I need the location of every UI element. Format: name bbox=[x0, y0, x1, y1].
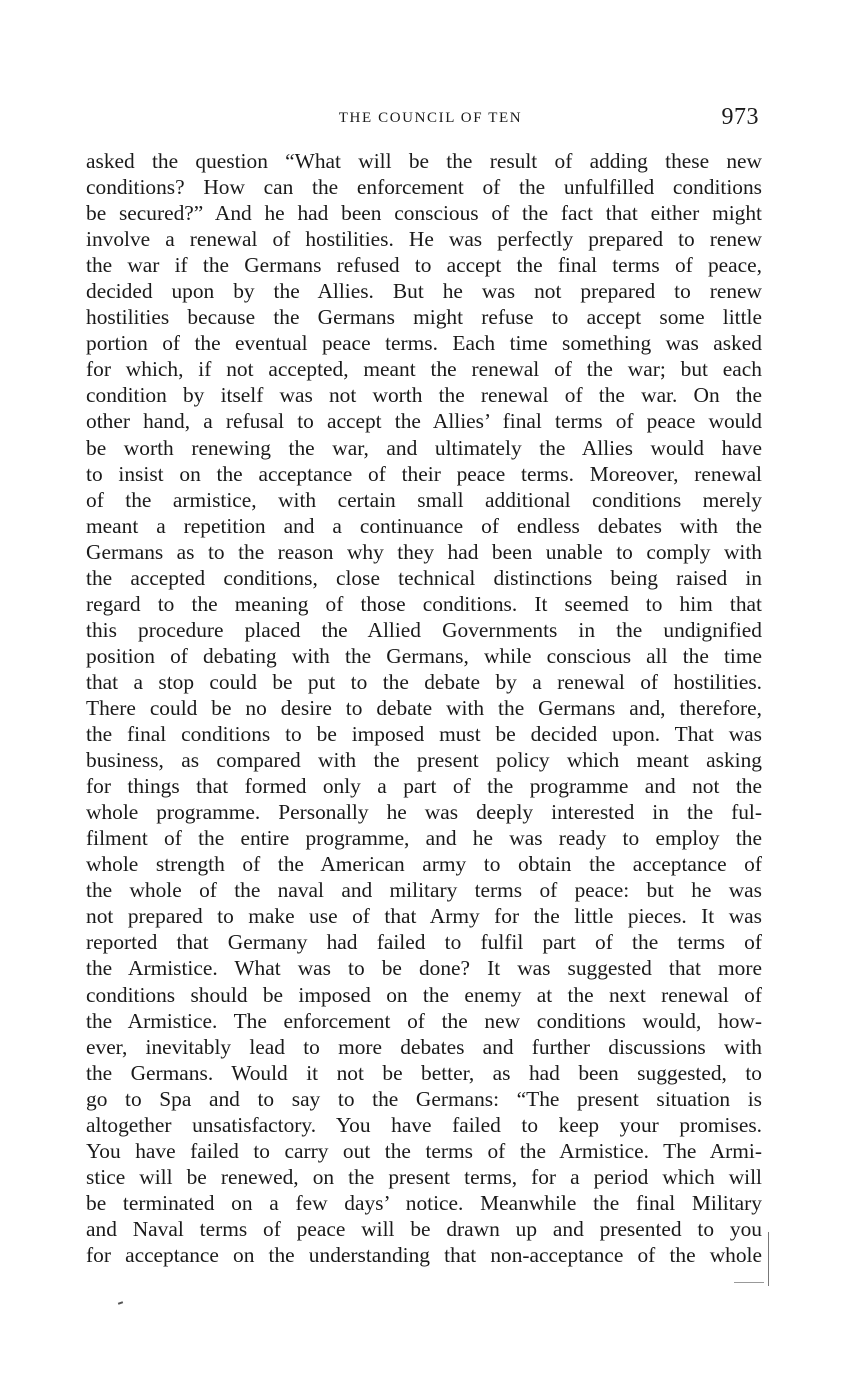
text-line: meant a repetition and a continuance of endless debates with the bbox=[86, 513, 762, 538]
text-line: be worth renewing the war, and ultimately the Allies would have bbox=[86, 435, 762, 460]
text-line: the Germans. Would it not be better, as had been suggested, to bbox=[86, 1060, 762, 1085]
text-line: stice will be renewed, on the present terms, for a period which will bbox=[86, 1164, 762, 1189]
text-line: asked the question “What will be the result of adding these new bbox=[86, 149, 762, 173]
text-line: filment of the entire programme, and he was ready to employ the bbox=[86, 826, 762, 851]
text-line: of the armistice, with certain small additional conditions merely bbox=[86, 487, 762, 512]
text-line: reported that Germany had failed to fulfil part of the terms of bbox=[86, 930, 762, 955]
text-line: the accepted conditions, close technical distinctions being raised in bbox=[86, 565, 762, 590]
text-line: for acceptance on the understanding that non-acceptance of the whole bbox=[86, 1242, 762, 1267]
text-line: that a stop could be put to the debate by a renewal of hostilities. bbox=[86, 669, 762, 694]
text-line: altogether unsatisfactory. You have failed to keep your promises. bbox=[86, 1112, 762, 1137]
text-line: conditions should be imposed on the enemy at the next renewal of bbox=[86, 982, 762, 1007]
text-line: for things that formed only a part of the programme and not the bbox=[86, 774, 762, 799]
page-number: 973 bbox=[721, 104, 759, 130]
text-line: condition by itself was not worth the renewal of the war. On the bbox=[86, 383, 762, 408]
scan-bracket-mark bbox=[760, 1232, 769, 1286]
text-line: whole strength of the American army to obtain the acceptance of bbox=[86, 852, 762, 877]
text-line: the Armistice. What was to be done? It was suggested that more bbox=[86, 956, 762, 981]
text-line: other hand, a refusal to accept the Allies’ final terms of peace would bbox=[86, 409, 762, 434]
text-line: for which, if not accepted, meant the renewal of the war; but each bbox=[86, 357, 762, 382]
text-line: be secured?” And he had been conscious of the fact that either might bbox=[86, 201, 762, 226]
text-line: the final conditions to be imposed must be decided upon. That was bbox=[86, 722, 762, 747]
text-line: conditions? How can the enforcement of the unfulfilled conditions bbox=[86, 175, 762, 200]
text-line: portion of the eventual peace terms. Each time something was asked bbox=[86, 331, 762, 356]
text-line: be terminated on a few days’ notice. Meanwhile the final Military bbox=[86, 1190, 762, 1215]
scan-speck-mark bbox=[118, 1301, 123, 1305]
text-line: this procedure placed the Allied Governments in the undignified bbox=[86, 617, 762, 642]
text-line: decided upon by the Allies. But he was not prepared to renew bbox=[86, 279, 762, 304]
running-head bbox=[0, 104, 861, 134]
text-line: Germans as to the reason why they had been unable to comply with bbox=[86, 539, 762, 564]
text-line: the war if the Germans refused to accept the final terms of peace, bbox=[86, 253, 762, 278]
scan-underline-mark bbox=[734, 1282, 764, 1283]
text-line: go to Spa and to say to the Germans: “The present situation is bbox=[86, 1086, 762, 1111]
text-line: not prepared to make use of that Army for the little pieces. It was bbox=[86, 904, 762, 929]
text-line: and Naval terms of peace will be drawn up and presented to you bbox=[86, 1216, 762, 1241]
text-line: involve a renewal of hostilities. He was perfectly prepared to renew bbox=[86, 227, 762, 252]
text-line: whole programme. Personally he was deeply interested in the ful- bbox=[86, 800, 762, 825]
text-line: position of debating with the Germans, while conscious all the time bbox=[86, 643, 762, 668]
text-line: the Armistice. The enforcement of the new conditions would, how- bbox=[86, 1008, 762, 1033]
text-line: You have failed to carry out the terms of the Armistice. The Armi- bbox=[86, 1138, 762, 1163]
text-line: business, as compared with the present policy which meant asking bbox=[86, 748, 762, 773]
text-line: There could be no desire to debate with the Germans and, therefore, bbox=[86, 695, 762, 720]
text-line: regard to the meaning of those conditions. It seemed to him that bbox=[86, 591, 762, 616]
text-line: to insist on the acceptance of their peace terms. Moreover, renewal bbox=[86, 461, 762, 486]
text-line: the whole of the naval and military terms of peace: but he was bbox=[86, 878, 762, 903]
text-line: ever, inevitably lead to more debates and further discussions with bbox=[86, 1034, 762, 1059]
text-line: hostilities because the Germans might refuse to accept some little bbox=[86, 305, 762, 330]
body-text bbox=[86, 148, 762, 1268]
section-title: THE COUNCIL OF TEN bbox=[338, 110, 523, 126]
